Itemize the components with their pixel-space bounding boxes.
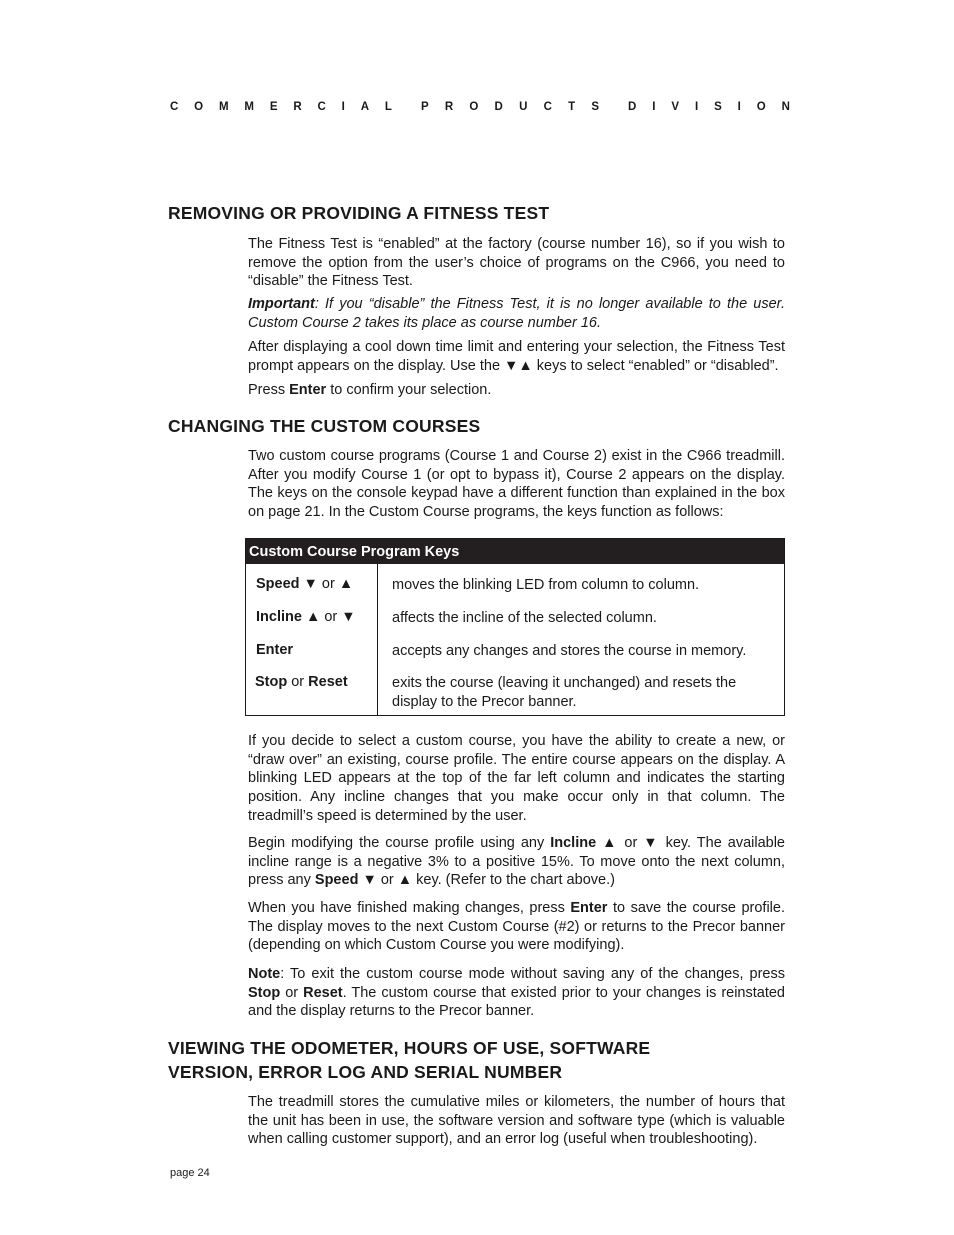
table-key-cell: Incline ▲ or ▼ — [256, 609, 356, 625]
section1-paragraph-3: After displaying a cool down time limit and entering your selection, the Fitness Test prompt appears on the display. Use the ▼▲ keys to select “enabled” or “disabled”. — [248, 339, 785, 374]
table-desc-cell: moves the blinking LED from column to column. — [392, 577, 700, 593]
table-desc-cell: affects the incline of the selected column. — [392, 610, 657, 626]
table-desc-cell: accepts any changes and stores the course in memory. — [392, 643, 747, 659]
header-word-commercial: C O M M E R C I A L — [170, 101, 392, 113]
section1-paragraph-4: Press Enter to confirm your selection. — [248, 382, 492, 398]
table-key-cell: Enter — [256, 642, 294, 658]
table-column-divider — [377, 564, 378, 715]
section2-paragraph-4: When you have finished making changes, press Enter to save the course profile. The display moves to the next Custom Course (#2) or returns to the Precor banner (depending on which Custom Course you were modifying). — [248, 900, 785, 954]
header-word-division: D I V I S I O N — [628, 101, 790, 113]
section3-paragraph-1: The treadmill stores the cumulative miles or kilometers, the number of hours that the unit has been in use, the software version and software type (which is valuable when calling customer support), and an error log (useful when troubleshooting). — [248, 1094, 785, 1148]
table-desc-cell: exits the course (leaving it unchanged) and resets the display to the Precor banner. — [392, 675, 737, 710]
table-key-cell: Speed ▼ or ▲ — [256, 576, 354, 592]
running-header — [170, 101, 790, 113]
section2-paragraph-3: Begin modifying the course profile using any Incline ▲ or ▼ key. The available incline range is a negative 3% to a positive 15%. To move onto the next column, press any Speed ▼ or ▲ key. (Refer to the chart above.) — [248, 835, 785, 889]
header-word-products: P R O D U C T S — [421, 101, 599, 113]
section2-paragraph-2: If you decide to select a custom course, you have the ability to create a new, or “draw over” an existing, course profile. The entire course appears on the display. A blinking LED appears at the top of the far left column and indicates the starting position. Any incline changes that you make occur only in that column. The treadmill’s speed is determined by the user. — [248, 733, 785, 824]
table-key-cell: Stop or Reset — [255, 674, 348, 690]
section1-paragraph-1: The Fitness Test is “enabled” at the factory (course number 16), so if you wish to remove the option from the user’s choice of programs on the C966, you need to “disable” the Fitness Test. — [248, 236, 785, 290]
section2-paragraph-note: Note: To exit the custom course mode without saving any of the changes, press Stop or Reset. The custom course that existed prior to your changes is reinstated and the display returns to the Precor banner. — [248, 966, 785, 1020]
page-number: page 24 — [170, 1167, 210, 1179]
section2-paragraph-1: Two custom course programs (Course 1 and Course 2) exist in the C966 treadmill. After you modify Course 1 (or opt to bypass it), Course 2 appears on the display. The keys on the console keypad have a different function than explained in the box on page 21. In the Custom Course programs, the keys function as follows: — [248, 448, 785, 521]
section-title-custom-courses: CHANGING THE CUSTOM COURSES — [168, 416, 481, 436]
custom-course-keys-table — [245, 538, 785, 716]
section-title-fitness-test: REMOVING OR PROVIDING A FITNESS TEST — [168, 203, 550, 223]
table-title: Custom Course Program Keys — [246, 539, 784, 564]
section1-paragraph-important: Important: If you “disable” the Fitness Test, it is no longer available to the user. Custom Course 2 takes its place as course number 16. — [248, 296, 785, 331]
section-title-odometer: VIEWING THE ODOMETER, HOURS OF USE, SOFTWARE VERSION, ERROR LOG AND SERIAL NUMBER — [168, 1038, 651, 1082]
